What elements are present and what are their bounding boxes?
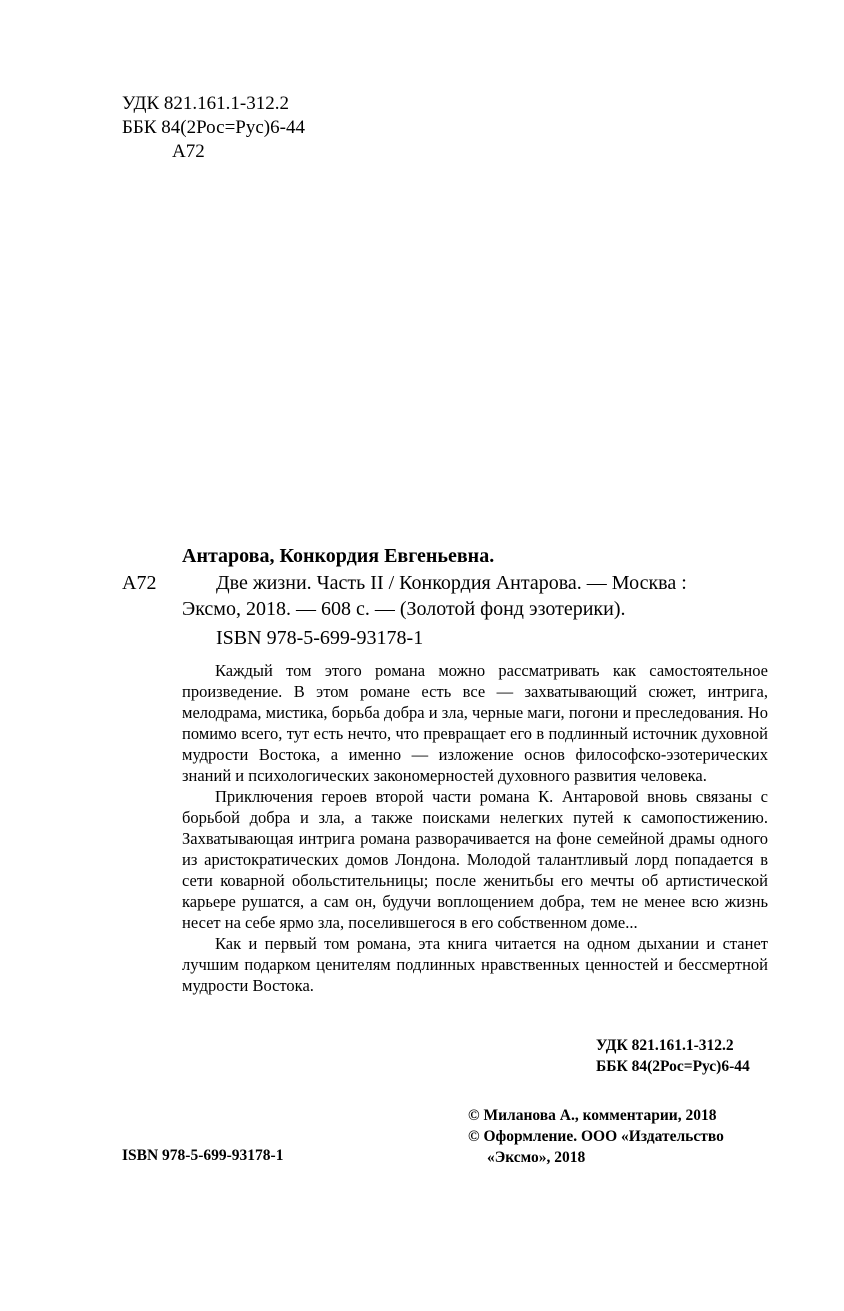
copyright-line-3: «Эксмо», 2018 xyxy=(487,1149,586,1166)
udk-header: УДК 821.161.1-312.2 xyxy=(122,93,289,114)
udk-code: УДК 821.161.1-312.2 xyxy=(596,1037,734,1054)
annotation-paragraph-2: Приключения героев второй части романа К. Антаровой вновь связаны с борьбой добра и зла, а также поисками нелегких путей к самопостижению. Захватывающая интрига романа разворачивается на фоне семейной драмы одного из аристократических домов Лондона. Молодой талантливый лорд попадается в сети коварной обольстительницы; после женитьбы его мечты об артистической карьере рушатся, а сам он, будучи воплощением добра, тем не менее всю жизнь несет на себе ярмо зла, поселившегося в его собственном доме... xyxy=(182,787,768,932)
record-isbn: ISBN 978-5-699-93178-1 xyxy=(216,627,424,649)
cutter-code-header: А72 xyxy=(172,141,205,162)
bbk-header: ББК 84(2Рос=Рус)6-44 xyxy=(122,117,305,138)
author-heading: Антарова, Конкордия Евгеньевна. xyxy=(182,545,495,567)
annotation-paragraph-3: Как и первый том романа, эта книга читается на одном дыхании и станет лучшим подарком ценителям подлинных нравственных ценностей и бессмертной мудрости Востока. xyxy=(182,934,768,995)
title-line-2: Эксмо, 2018. — 608 с. — (Золотой фонд эзотерики). xyxy=(182,598,626,620)
annotation-paragraph-1: Каждый том этого романа можно рассматривать как самостоятельное произведение. В этом романе есть все — захватывающий сюжет, интрига, мелодрама, мистика, борьба добра и зла, черные маги, погони и преследования. Но помимо всего, тут есть нечто, что превращает его в подлинный источник духовной мудрости Востока, а именно — изложение основ философско-эзотерических знаний и психологических закономерностей духовного развития человека. xyxy=(182,661,768,785)
bbk-code: ББК 84(2Рос=Рус)6-44 xyxy=(596,1058,750,1075)
record-cutter-code: А72 xyxy=(122,572,157,594)
footer-isbn: ISBN 978-5-699-93178-1 xyxy=(122,1147,284,1164)
copyright-line-1: © Миланова А., комментарии, 2018 xyxy=(468,1107,717,1124)
copyright-line-2: © Оформление. ООО «Издательство xyxy=(468,1128,724,1145)
annotation xyxy=(182,660,768,996)
title-line-1: Две жизни. Часть II / Конкордия Антарова. — Москва : xyxy=(216,572,687,594)
